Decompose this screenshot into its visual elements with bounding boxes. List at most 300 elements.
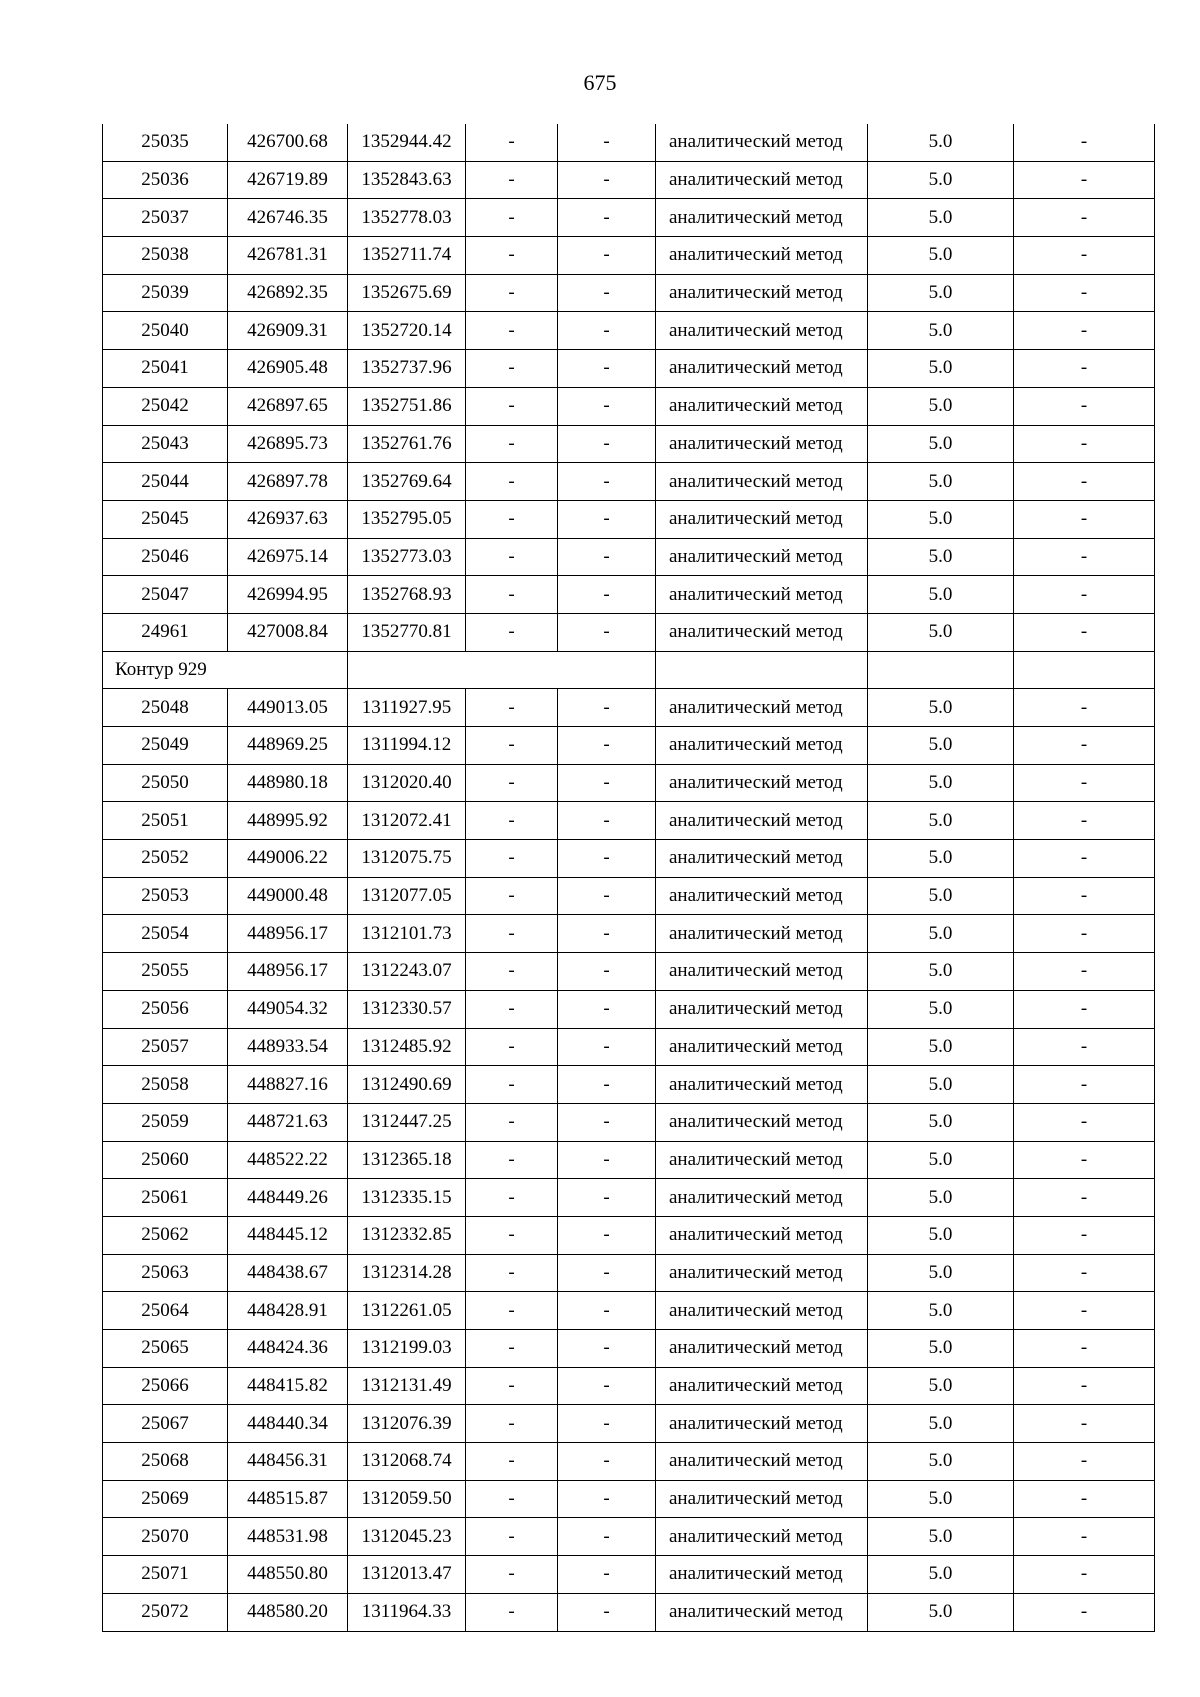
method-cell: аналитический метод <box>656 387 868 425</box>
table-row <box>103 576 1155 614</box>
empty-value-cell: - <box>466 802 558 840</box>
empty-value-cell: - <box>1014 1330 1155 1368</box>
accuracy-cell: 5.0 <box>868 689 1014 727</box>
point-number-cell: 25040 <box>103 312 228 350</box>
x-coordinate-cell: 426909.31 <box>228 312 348 350</box>
x-coordinate-cell: 448522.22 <box>228 1141 348 1179</box>
x-coordinate-cell: 449054.32 <box>228 990 348 1028</box>
method-cell: аналитический метод <box>656 274 868 312</box>
table-row <box>103 350 1155 388</box>
empty-value-cell: - <box>466 1141 558 1179</box>
point-number-cell: 25056 <box>103 990 228 1028</box>
table-row <box>103 1405 1155 1443</box>
empty-value-cell: - <box>1014 1480 1155 1518</box>
contour-header-row <box>103 651 1155 689</box>
x-coordinate-cell: 426895.73 <box>228 425 348 463</box>
empty-value-cell: - <box>558 1330 656 1368</box>
x-coordinate-cell: 426892.35 <box>228 274 348 312</box>
empty-value-cell: - <box>466 1028 558 1066</box>
empty-value-cell: - <box>1014 124 1155 161</box>
x-coordinate-cell: 426719.89 <box>228 161 348 199</box>
accuracy-cell: 5.0 <box>868 840 1014 878</box>
method-cell: аналитический метод <box>656 237 868 275</box>
table-row <box>103 915 1155 953</box>
method-cell: аналитический метод <box>656 1141 868 1179</box>
table-row <box>103 1556 1155 1594</box>
x-coordinate-cell: 448980.18 <box>228 764 348 802</box>
point-number-cell: 25046 <box>103 538 228 576</box>
method-cell: аналитический метод <box>656 1556 868 1594</box>
y-coordinate-cell: 1312013.47 <box>348 1556 466 1594</box>
empty-value-cell: - <box>1014 1367 1155 1405</box>
point-number-cell: 25070 <box>103 1518 228 1556</box>
x-coordinate-cell: 449000.48 <box>228 877 348 915</box>
method-cell: аналитический метод <box>656 1593 868 1631</box>
x-coordinate-cell: 448531.98 <box>228 1518 348 1556</box>
empty-value-cell: - <box>558 915 656 953</box>
coordinates-table <box>102 124 1155 1632</box>
method-cell: аналитический метод <box>656 1292 868 1330</box>
accuracy-cell: 5.0 <box>868 1103 1014 1141</box>
x-coordinate-cell: 448438.67 <box>228 1254 348 1292</box>
method-cell: аналитический метод <box>656 124 868 161</box>
empty-value-cell: - <box>1014 538 1155 576</box>
point-number-cell: 25065 <box>103 1330 228 1368</box>
page-number: 675 <box>583 70 617 95</box>
empty-value-cell: - <box>466 1443 558 1481</box>
table-row <box>103 1367 1155 1405</box>
x-coordinate-cell: 448721.63 <box>228 1103 348 1141</box>
table-row <box>103 840 1155 878</box>
table-row <box>103 1480 1155 1518</box>
table-row <box>103 1292 1155 1330</box>
accuracy-cell: 5.0 <box>868 500 1014 538</box>
x-coordinate-cell: 426897.78 <box>228 463 348 501</box>
accuracy-cell: 5.0 <box>868 1254 1014 1292</box>
empty-value-cell: - <box>466 764 558 802</box>
empty-value-cell: - <box>558 1593 656 1631</box>
x-coordinate-cell: 448550.80 <box>228 1556 348 1594</box>
empty-value-cell: - <box>466 161 558 199</box>
y-coordinate-cell: 1352770.81 <box>348 613 466 651</box>
empty-value-cell: - <box>466 727 558 765</box>
y-coordinate-cell: 1312101.73 <box>348 915 466 953</box>
point-number-cell: 25037 <box>103 199 228 237</box>
empty-value-cell: - <box>558 613 656 651</box>
table-row <box>103 727 1155 765</box>
table-row <box>103 161 1155 199</box>
accuracy-cell: 5.0 <box>868 463 1014 501</box>
y-coordinate-cell: 1352720.14 <box>348 312 466 350</box>
point-number-cell: 25061 <box>103 1179 228 1217</box>
point-number-cell: 25038 <box>103 237 228 275</box>
accuracy-cell: 5.0 <box>868 1556 1014 1594</box>
y-coordinate-cell: 1352761.76 <box>348 425 466 463</box>
point-number-cell: 25064 <box>103 1292 228 1330</box>
y-coordinate-cell: 1312330.57 <box>348 990 466 1028</box>
point-number-cell: 25051 <box>103 802 228 840</box>
empty-value-cell: - <box>1014 500 1155 538</box>
x-coordinate-cell: 448969.25 <box>228 727 348 765</box>
empty-value-cell: - <box>1014 199 1155 237</box>
empty-value-cell: - <box>558 1216 656 1254</box>
x-coordinate-cell: 448580.20 <box>228 1593 348 1631</box>
y-coordinate-cell: 1312332.85 <box>348 1216 466 1254</box>
empty-value-cell: - <box>558 1028 656 1066</box>
empty-value-cell: - <box>558 1556 656 1594</box>
y-coordinate-cell: 1312072.41 <box>348 802 466 840</box>
empty-value-cell: - <box>1014 387 1155 425</box>
y-coordinate-cell: 1352944.42 <box>348 124 466 161</box>
y-coordinate-cell: 1352795.05 <box>348 500 466 538</box>
empty-value-cell: - <box>466 425 558 463</box>
y-coordinate-cell: 1312314.28 <box>348 1254 466 1292</box>
accuracy-cell: 5.0 <box>868 576 1014 614</box>
point-number-cell: 25050 <box>103 764 228 802</box>
empty-value-cell: - <box>1014 1518 1155 1556</box>
table-row <box>103 1103 1155 1141</box>
empty-value-cell: - <box>466 1292 558 1330</box>
method-cell: аналитический метод <box>656 500 868 538</box>
point-number-cell: 25071 <box>103 1556 228 1594</box>
y-coordinate-cell: 1352778.03 <box>348 199 466 237</box>
point-number-cell: 25049 <box>103 727 228 765</box>
empty-value-cell: - <box>558 990 656 1028</box>
accuracy-cell: 5.0 <box>868 237 1014 275</box>
y-coordinate-cell: 1312068.74 <box>348 1443 466 1481</box>
empty-value-cell: - <box>558 161 656 199</box>
empty-value-cell: - <box>558 840 656 878</box>
empty-value-cell: - <box>1014 953 1155 991</box>
accuracy-cell: 5.0 <box>868 1179 1014 1217</box>
y-coordinate-cell: 1352769.64 <box>348 463 466 501</box>
y-coordinate-cell: 1352773.03 <box>348 538 466 576</box>
point-number-cell: 25053 <box>103 877 228 915</box>
method-cell: аналитический метод <box>656 538 868 576</box>
empty-value-cell: - <box>466 877 558 915</box>
accuracy-cell: 5.0 <box>868 538 1014 576</box>
empty-value-cell: - <box>466 1103 558 1141</box>
empty-value-cell: - <box>466 500 558 538</box>
empty-value-cell: - <box>1014 576 1155 614</box>
y-coordinate-cell: 1352843.63 <box>348 161 466 199</box>
table-row <box>103 953 1155 991</box>
empty-cell <box>868 651 1014 689</box>
point-number-cell: 25057 <box>103 1028 228 1066</box>
x-coordinate-cell: 448827.16 <box>228 1066 348 1104</box>
table-row <box>103 1518 1155 1556</box>
accuracy-cell: 5.0 <box>868 199 1014 237</box>
method-cell: аналитический метод <box>656 350 868 388</box>
empty-value-cell: - <box>466 1216 558 1254</box>
table-row <box>103 613 1155 651</box>
empty-value-cell: - <box>558 500 656 538</box>
table-row <box>103 425 1155 463</box>
y-coordinate-cell: 1352737.96 <box>348 350 466 388</box>
empty-value-cell: - <box>1014 802 1155 840</box>
empty-value-cell: - <box>1014 1556 1155 1594</box>
empty-value-cell: - <box>466 840 558 878</box>
y-coordinate-cell: 1312076.39 <box>348 1405 466 1443</box>
y-coordinate-cell: 1311994.12 <box>348 727 466 765</box>
empty-value-cell: - <box>1014 1179 1155 1217</box>
point-number-cell: 25067 <box>103 1405 228 1443</box>
accuracy-cell: 5.0 <box>868 425 1014 463</box>
point-number-cell: 25059 <box>103 1103 228 1141</box>
empty-value-cell: - <box>1014 1103 1155 1141</box>
empty-value-cell: - <box>466 463 558 501</box>
x-coordinate-cell: 448445.12 <box>228 1216 348 1254</box>
y-coordinate-cell: 1312020.40 <box>348 764 466 802</box>
empty-cell <box>1014 651 1155 689</box>
empty-value-cell: - <box>466 1405 558 1443</box>
empty-value-cell: - <box>1014 915 1155 953</box>
empty-value-cell: - <box>558 689 656 727</box>
method-cell: аналитический метод <box>656 1216 868 1254</box>
empty-value-cell: - <box>1014 463 1155 501</box>
empty-value-cell: - <box>1014 727 1155 765</box>
empty-value-cell: - <box>558 1141 656 1179</box>
accuracy-cell: 5.0 <box>868 1593 1014 1631</box>
empty-value-cell: - <box>558 877 656 915</box>
method-cell: аналитический метод <box>656 1330 868 1368</box>
empty-value-cell: - <box>466 1593 558 1631</box>
x-coordinate-cell: 448956.17 <box>228 915 348 953</box>
empty-value-cell: - <box>558 350 656 388</box>
empty-value-cell: - <box>558 1103 656 1141</box>
accuracy-cell: 5.0 <box>868 274 1014 312</box>
empty-cell <box>656 651 868 689</box>
table-row <box>103 199 1155 237</box>
point-number-cell: 24961 <box>103 613 228 651</box>
x-coordinate-cell: 449006.22 <box>228 840 348 878</box>
accuracy-cell: 5.0 <box>868 1028 1014 1066</box>
empty-value-cell: - <box>466 1179 558 1217</box>
table-row <box>103 538 1155 576</box>
empty-value-cell: - <box>466 990 558 1028</box>
empty-value-cell: - <box>1014 1216 1155 1254</box>
y-coordinate-cell: 1312075.75 <box>348 840 466 878</box>
method-cell: аналитический метод <box>656 199 868 237</box>
accuracy-cell: 5.0 <box>868 1330 1014 1368</box>
y-coordinate-cell: 1312077.05 <box>348 877 466 915</box>
empty-value-cell: - <box>1014 613 1155 651</box>
empty-value-cell: - <box>466 1066 558 1104</box>
empty-value-cell: - <box>558 1066 656 1104</box>
table-row <box>103 990 1155 1028</box>
y-coordinate-cell: 1312243.07 <box>348 953 466 991</box>
accuracy-cell: 5.0 <box>868 613 1014 651</box>
point-number-cell: 25062 <box>103 1216 228 1254</box>
empty-value-cell: - <box>558 1480 656 1518</box>
method-cell: аналитический метод <box>656 990 868 1028</box>
x-coordinate-cell: 426746.35 <box>228 199 348 237</box>
method-cell: аналитический метод <box>656 727 868 765</box>
contour-label: Контур 929 <box>103 651 348 689</box>
empty-value-cell: - <box>558 953 656 991</box>
empty-value-cell: - <box>466 1518 558 1556</box>
accuracy-cell: 5.0 <box>868 1292 1014 1330</box>
y-coordinate-cell: 1312059.50 <box>348 1480 466 1518</box>
x-coordinate-cell: 448424.36 <box>228 1330 348 1368</box>
method-cell: аналитический метод <box>656 689 868 727</box>
point-number-cell: 25068 <box>103 1443 228 1481</box>
empty-value-cell: - <box>558 387 656 425</box>
y-coordinate-cell: 1312365.18 <box>348 1141 466 1179</box>
table-row <box>103 1141 1155 1179</box>
point-number-cell: 25054 <box>103 915 228 953</box>
method-cell: аналитический метод <box>656 1028 868 1066</box>
table-row <box>103 387 1155 425</box>
empty-value-cell: - <box>558 274 656 312</box>
empty-value-cell: - <box>466 274 558 312</box>
point-number-cell: 25055 <box>103 953 228 991</box>
empty-value-cell: - <box>558 576 656 614</box>
x-coordinate-cell: 448515.87 <box>228 1480 348 1518</box>
table-row <box>103 1593 1155 1631</box>
empty-value-cell: - <box>558 1518 656 1556</box>
empty-value-cell: - <box>466 387 558 425</box>
accuracy-cell: 5.0 <box>868 124 1014 161</box>
table-row <box>103 1254 1155 1292</box>
method-cell: аналитический метод <box>656 1367 868 1405</box>
empty-value-cell: - <box>558 199 656 237</box>
empty-value-cell: - <box>1014 425 1155 463</box>
x-coordinate-cell: 448956.17 <box>228 953 348 991</box>
empty-value-cell: - <box>466 538 558 576</box>
point-number-cell: 25072 <box>103 1593 228 1631</box>
accuracy-cell: 5.0 <box>868 727 1014 765</box>
empty-value-cell: - <box>1014 1405 1155 1443</box>
point-number-cell: 25063 <box>103 1254 228 1292</box>
empty-value-cell: - <box>558 802 656 840</box>
table-row <box>103 237 1155 275</box>
empty-value-cell: - <box>1014 689 1155 727</box>
empty-value-cell: - <box>558 764 656 802</box>
method-cell: аналитический метод <box>656 425 868 463</box>
table-row <box>103 877 1155 915</box>
method-cell: аналитический метод <box>656 1443 868 1481</box>
table-row <box>103 1179 1155 1217</box>
accuracy-cell: 5.0 <box>868 802 1014 840</box>
table-row <box>103 1066 1155 1104</box>
point-number-cell: 25045 <box>103 500 228 538</box>
empty-value-cell: - <box>1014 1292 1155 1330</box>
empty-value-cell: - <box>466 199 558 237</box>
accuracy-cell: 5.0 <box>868 1443 1014 1481</box>
accuracy-cell: 5.0 <box>868 1480 1014 1518</box>
method-cell: аналитический метод <box>656 613 868 651</box>
x-coordinate-cell: 448933.54 <box>228 1028 348 1066</box>
method-cell: аналитический метод <box>656 576 868 614</box>
empty-value-cell: - <box>558 1292 656 1330</box>
empty-value-cell: - <box>558 425 656 463</box>
accuracy-cell: 5.0 <box>868 1518 1014 1556</box>
accuracy-cell: 5.0 <box>868 877 1014 915</box>
x-coordinate-cell: 448428.91 <box>228 1292 348 1330</box>
empty-value-cell: - <box>466 613 558 651</box>
point-number-cell: 25066 <box>103 1367 228 1405</box>
empty-value-cell: - <box>558 463 656 501</box>
table-row <box>103 500 1155 538</box>
empty-value-cell: - <box>558 1367 656 1405</box>
y-coordinate-cell: 1312131.49 <box>348 1367 466 1405</box>
empty-value-cell: - <box>466 915 558 953</box>
x-coordinate-cell: 448440.34 <box>228 1405 348 1443</box>
empty-value-cell: - <box>466 953 558 991</box>
empty-value-cell: - <box>466 1330 558 1368</box>
y-coordinate-cell: 1312335.15 <box>348 1179 466 1217</box>
empty-value-cell: - <box>466 350 558 388</box>
empty-value-cell: - <box>558 237 656 275</box>
accuracy-cell: 5.0 <box>868 312 1014 350</box>
method-cell: аналитический метод <box>656 1405 868 1443</box>
y-coordinate-cell: 1312485.92 <box>348 1028 466 1066</box>
empty-value-cell: - <box>466 237 558 275</box>
empty-value-cell: - <box>1014 1066 1155 1104</box>
accuracy-cell: 5.0 <box>868 1066 1014 1104</box>
empty-value-cell: - <box>558 538 656 576</box>
method-cell: аналитический метод <box>656 463 868 501</box>
method-cell: аналитический метод <box>656 840 868 878</box>
accuracy-cell: 5.0 <box>868 990 1014 1028</box>
x-coordinate-cell: 426905.48 <box>228 350 348 388</box>
accuracy-cell: 5.0 <box>868 764 1014 802</box>
x-coordinate-cell: 448456.31 <box>228 1443 348 1481</box>
y-coordinate-cell: 1312447.25 <box>348 1103 466 1141</box>
empty-value-cell: - <box>1014 274 1155 312</box>
x-coordinate-cell: 426994.95 <box>228 576 348 614</box>
y-coordinate-cell: 1312199.03 <box>348 1330 466 1368</box>
table-row <box>103 1028 1155 1066</box>
point-number-cell: 25052 <box>103 840 228 878</box>
empty-value-cell: - <box>558 312 656 350</box>
accuracy-cell: 5.0 <box>868 953 1014 991</box>
point-number-cell: 25048 <box>103 689 228 727</box>
point-number-cell: 25069 <box>103 1480 228 1518</box>
method-cell: аналитический метод <box>656 953 868 991</box>
y-coordinate-cell: 1352675.69 <box>348 274 466 312</box>
point-number-cell: 25042 <box>103 387 228 425</box>
point-number-cell: 25060 <box>103 1141 228 1179</box>
accuracy-cell: 5.0 <box>868 1367 1014 1405</box>
method-cell: аналитический метод <box>656 1066 868 1104</box>
accuracy-cell: 5.0 <box>868 161 1014 199</box>
x-coordinate-cell: 426700.68 <box>228 124 348 161</box>
method-cell: аналитический метод <box>656 1480 868 1518</box>
empty-value-cell: - <box>466 1556 558 1594</box>
method-cell: аналитический метод <box>656 1103 868 1141</box>
x-coordinate-cell: 426937.63 <box>228 500 348 538</box>
table-row <box>103 1216 1155 1254</box>
accuracy-cell: 5.0 <box>868 387 1014 425</box>
x-coordinate-cell: 427008.84 <box>228 613 348 651</box>
method-cell: аналитический метод <box>656 1254 868 1292</box>
table-row <box>103 312 1155 350</box>
y-coordinate-cell: 1311927.95 <box>348 689 466 727</box>
accuracy-cell: 5.0 <box>868 1141 1014 1179</box>
accuracy-cell: 5.0 <box>868 350 1014 388</box>
empty-value-cell: - <box>558 727 656 765</box>
empty-value-cell: - <box>558 1254 656 1292</box>
table-row <box>103 463 1155 501</box>
empty-value-cell: - <box>558 1179 656 1217</box>
y-coordinate-cell: 1312490.69 <box>348 1066 466 1104</box>
y-coordinate-cell: 1311964.33 <box>348 1593 466 1631</box>
empty-value-cell: - <box>1014 764 1155 802</box>
point-number-cell: 25047 <box>103 576 228 614</box>
y-coordinate-cell: 1312045.23 <box>348 1518 466 1556</box>
